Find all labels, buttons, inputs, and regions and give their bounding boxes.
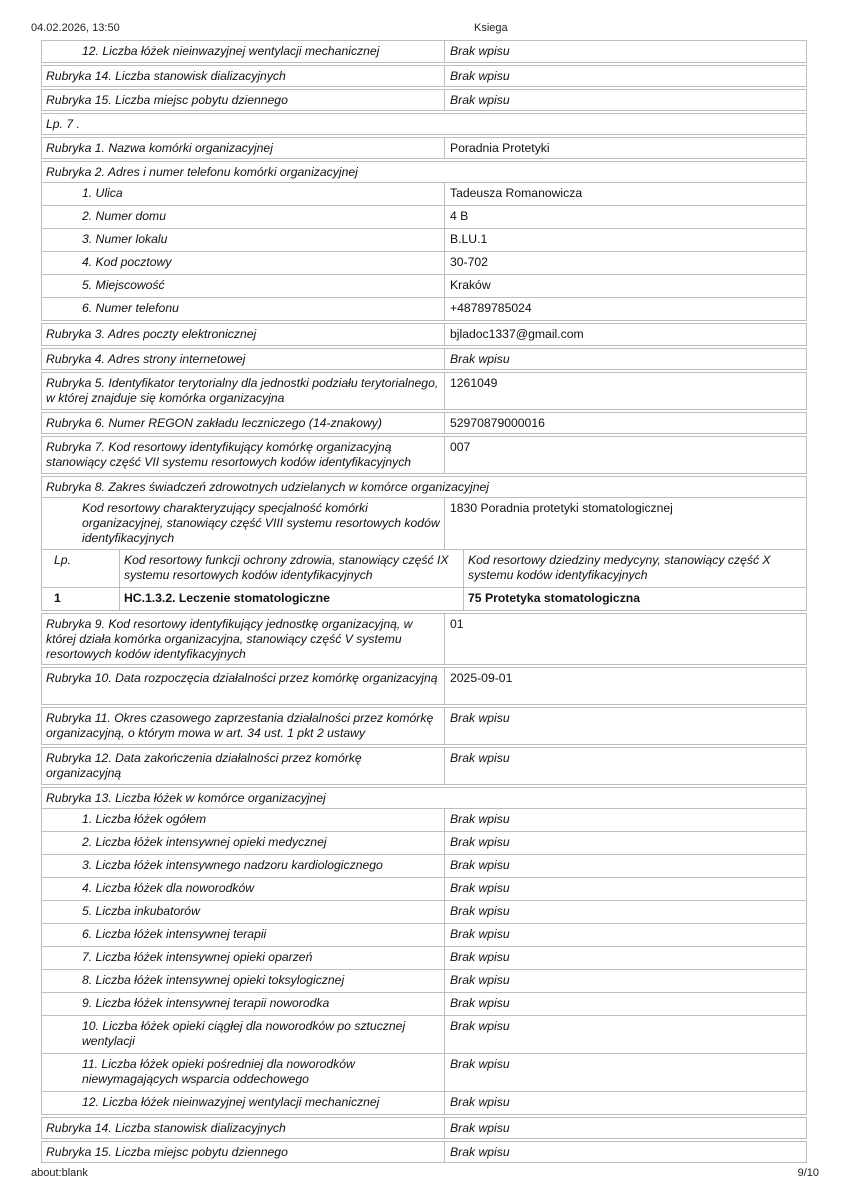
row-label: Rubryka 12. Data zakończenia działalności przez komórkę organizacyjną <box>42 748 445 784</box>
row-label: Rubryka 3. Adres poczty elektronicznej <box>42 324 445 345</box>
row-label: Rubryka 1. Nazwa komórki organizacyjnej <box>42 138 445 158</box>
table-row <box>41 707 807 745</box>
row-label: Rubryka 7. Kod resortowy identyfikujący komórkę organizacyjną stanowiący część VII systemu resortowych kodów identyfikacyjnych <box>42 437 445 473</box>
table-row <box>41 40 807 63</box>
table-row <box>41 993 807 1016</box>
row-label: 1. Liczba łóżek ogółem <box>42 809 445 831</box>
row-value: 52970879000016 <box>450 416 545 430</box>
row-value: Kraków <box>450 278 491 292</box>
row-label: 2. Numer domu <box>42 206 445 228</box>
subtable-row <box>41 588 807 611</box>
row-label: 4. Kod pocztowy <box>42 252 445 274</box>
row-value: Brak wpisu <box>450 751 510 765</box>
row-value: Brak wpisu <box>450 1145 510 1159</box>
table-row <box>41 89 807 111</box>
row-value: 1261049 <box>450 376 498 390</box>
table-row <box>41 1117 807 1139</box>
row-value: Brak wpisu <box>450 835 510 849</box>
row-label: 6. Liczba łóżek intensywnej terapii <box>42 924 445 946</box>
row-label: 5. Miejscowość <box>42 275 445 297</box>
row-label: 3. Numer lokalu <box>42 229 445 251</box>
row-label: Rubryka 15. Liczba miejsc pobytu dziennego <box>42 90 445 110</box>
row-value: +48789785024 <box>450 301 532 315</box>
footer-url: about:blank <box>31 1167 88 1179</box>
row-label: Kod resortowy charakteryzujący specjalność komórki organizacyjnej, stanowiący część VIII systemu resortowych kodów identyfikacyjnych <box>42 498 445 549</box>
row-value: Poradnia Protetyki <box>450 141 550 155</box>
row-label: Rubryka 6. Numer REGON zakładu leczniczego (14-znakowy) <box>42 413 445 433</box>
row-value: Brak wpisu <box>450 950 510 964</box>
row-label: 5. Liczba inkubatorów <box>42 901 445 923</box>
table-row <box>41 667 807 705</box>
table-row <box>41 348 807 370</box>
row-label: 3. Liczba łóżek intensywnego nadzoru kardiologicznego <box>42 855 445 877</box>
table-row <box>41 229 807 252</box>
row-label: 12. Liczba łóżek nieinwazyjnej wentylacji mechanicznej <box>42 41 445 62</box>
row-label: 4. Liczba łóżek dla noworodków <box>42 878 445 900</box>
row-label: 9. Liczba łóżek intensywnej terapii noworodka <box>42 993 445 1015</box>
row-value: Brak wpisu <box>450 858 510 872</box>
row-label: 12. Liczba łóżek nieinwazyjnej wentylacji mechanicznej <box>42 1092 445 1114</box>
entry-number: Lp. 7 . <box>46 117 80 131</box>
cell-field: 75 Protetyka stomatologiczna <box>468 591 641 605</box>
subtable-header-row <box>41 550 807 588</box>
table-row <box>41 1092 807 1115</box>
row-label: 10. Liczba łóżek opieki ciągłej dla noworodków po sztucznej wentylacji <box>42 1016 445 1053</box>
table-row <box>41 298 807 321</box>
row-value: 01 <box>450 617 464 631</box>
cell-lp: 1 <box>42 588 120 610</box>
row-value: Brak wpisu <box>450 973 510 987</box>
row-label: 2. Liczba łóżek intensywnej opieki medycznej <box>42 832 445 854</box>
row-value: Brak wpisu <box>450 1095 510 1109</box>
table-row <box>41 613 807 665</box>
page-number: 9/10 <box>797 1167 819 1179</box>
row-label: 11. Liczba łóżek opieki pośredniej dla noworodków niewymagających wsparcia oddechowego <box>42 1054 445 1091</box>
table-row <box>41 65 807 87</box>
section-row <box>41 787 807 809</box>
row-value: 30-702 <box>450 255 488 269</box>
table-row <box>41 901 807 924</box>
row-value: Brak wpisu <box>450 44 510 58</box>
section-row <box>41 476 807 498</box>
table-row <box>41 1141 807 1163</box>
col-function-header: Kod resortowy funkcji ochrony zdrowia, stanowiący część IX systemu resortowych kodów identyfikacyjnych <box>120 550 464 587</box>
table-row <box>41 878 807 901</box>
row-label: Rubryka 9. Kod resortowy identyfikujący jednostkę organizacyjną, w której działa komórka organizacyjna, stanowiący część V systemu resortowych kodów identyfikacyjnych <box>42 614 445 664</box>
row-label: Rubryka 10. Data rozpoczęcia działalności przez komórkę organizacyjną <box>42 668 445 704</box>
section-label: Rubryka 2. Adres i numer telefonu komórki organizacyjnej <box>46 165 358 179</box>
row-value: 4 B <box>450 209 469 223</box>
table-row <box>41 323 807 346</box>
row-label: Rubryka 11. Okres czasowego zaprzestania działalności przez komórkę organizacyjną, o którym mowa w art. 34 ust. 1 pkt 2 ustawy <box>42 708 445 744</box>
table-row <box>41 498 807 550</box>
row-value: Brak wpisu <box>450 927 510 941</box>
row-label: Rubryka 5. Identyfikator terytorialny dla jednostki podziału terytorialnego, w której znajduje się komórka organizacyjna <box>42 373 445 409</box>
row-value: B.LU.1 <box>450 232 488 246</box>
table-row <box>41 275 807 298</box>
row-label: 8. Liczba łóżek intensywnej opieki toksylogicznej <box>42 970 445 992</box>
section-row <box>41 161 807 183</box>
table-row <box>41 947 807 970</box>
table-row <box>41 412 807 434</box>
col-lp-header: Lp. <box>42 550 120 587</box>
row-value: Brak wpisu <box>450 904 510 918</box>
table-row <box>41 1054 807 1092</box>
row-value: Brak wpisu <box>450 352 510 366</box>
row-value: Brak wpisu <box>450 1019 510 1033</box>
table-row <box>41 137 807 159</box>
row-value: Brak wpisu <box>450 1057 510 1071</box>
row-value: Brak wpisu <box>450 812 510 826</box>
row-value: 007 <box>450 440 471 454</box>
row-label: Rubryka 14. Liczba stanowisk dializacyjnych <box>42 1118 445 1138</box>
row-label: 6. Numer telefonu <box>42 298 445 320</box>
row-value: Brak wpisu <box>450 93 510 107</box>
row-label: 7. Liczba łóżek intensywnej opieki oparzeń <box>42 947 445 969</box>
row-value: Brak wpisu <box>450 69 510 83</box>
table-row <box>41 372 807 410</box>
table-row <box>41 832 807 855</box>
row-value: 2025-09-01 <box>450 671 513 685</box>
row-label: Rubryka 14. Liczba stanowisk dializacyjnych <box>42 66 445 86</box>
entry-number-row <box>41 113 807 135</box>
page-title: Ksiega <box>474 22 508 34</box>
row-value: Brak wpisu <box>450 1121 510 1135</box>
col-field-header: Kod resortowy dziedziny medycyny, stanowiący część X systemu kodów identyfikacyjnych <box>468 553 771 582</box>
row-value: Tadeusza Romanowicza <box>450 186 583 200</box>
table-row <box>41 1016 807 1054</box>
row-value: Brak wpisu <box>450 711 510 725</box>
table-row <box>41 183 807 206</box>
table-row <box>41 924 807 947</box>
table-row <box>41 206 807 229</box>
cell-function: HC.1.3.2. Leczenie stomatologiczne <box>120 588 464 610</box>
table-row <box>41 970 807 993</box>
section-label: Rubryka 8. Zakres świadczeń zdrowotnych udzielanych w komórce organizacyjnej <box>46 480 490 494</box>
table-row <box>41 747 807 785</box>
print-datetime: 04.02.2026, 13:50 <box>31 22 120 34</box>
table-row <box>41 436 807 474</box>
row-value: 1830 Poradnia protetyki stomatologicznej <box>450 501 673 515</box>
row-value: Brak wpisu <box>450 996 510 1010</box>
row-label: Rubryka 15. Liczba miejsc pobytu dziennego <box>42 1142 445 1162</box>
section-label: Rubryka 13. Liczba łóżek w komórce organizacyjnej <box>46 791 326 805</box>
register-table <box>41 40 807 1163</box>
row-label: 1. Ulica <box>42 183 445 205</box>
table-row <box>41 809 807 832</box>
row-value: bjladoc1337@gmail.com <box>450 327 584 341</box>
table-row <box>41 252 807 275</box>
table-row <box>41 855 807 878</box>
row-value: Brak wpisu <box>450 881 510 895</box>
row-label: Rubryka 4. Adres strony internetowej <box>42 349 445 369</box>
